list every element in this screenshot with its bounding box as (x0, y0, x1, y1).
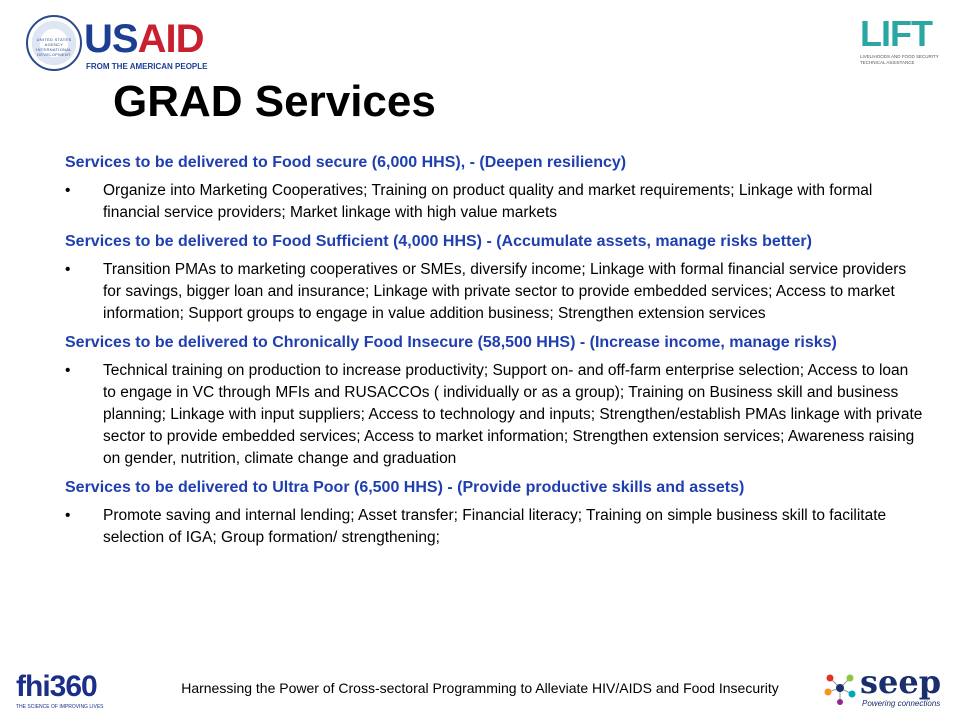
usaid-word-us: US (84, 17, 138, 61)
usaid-seal-text: UNITED STATES AGENCY INTERNATIONAL DEVELOPMENT (36, 37, 72, 57)
section-ultra-poor (65, 477, 925, 549)
slide-body (65, 152, 925, 556)
seep-wordmark: seep (860, 663, 942, 701)
fhi360-word-fhi: fhi (16, 670, 50, 703)
seep-network-icon (822, 670, 858, 706)
usaid-tagline: FROM THE AMERICAN PEOPLE (86, 62, 208, 71)
section-food-sufficient (65, 231, 925, 325)
slide-title: GRAD Services (113, 77, 436, 126)
section-chronically-food-insecure (65, 332, 925, 470)
section-food-secure (65, 152, 925, 224)
fhi360-word-num: 360 (49, 670, 97, 703)
lift-logo (860, 13, 940, 72)
fhi360-wordmark (16, 672, 97, 702)
footer-text: Harnessing the Power of Cross-sectoral Programming to Alleviate HIV/AIDS and Food Insecurity (181, 680, 779, 696)
seep-tagline: Powering connections (862, 699, 941, 708)
usaid-seal-icon (26, 15, 82, 71)
usaid-wordmark (84, 19, 203, 59)
seep-logo (822, 663, 942, 712)
bullet-item: • Promote saving and internal lending; Asset transfer; Financial literacy; Training on simple business skill to facilitate selection of IGA; Group formation/ strengthening; (65, 505, 925, 549)
section-heading: Services to be delivered to Food Sufficient (4,000 HHS) - (Accumulate assets, manage risks better) (65, 233, 812, 250)
bullet-item: • Transition PMAs to marketing cooperatives or SMEs, diversify income; Linkage with formal financial service providers for savings, bigger loan and insurance; Linkage with private sector to provide embedded services; Access to market information; Support groups to engage in value addition business; Strengthen extension services (65, 259, 925, 325)
usaid-word-aid: AID (137, 17, 204, 61)
section-heading: Services to be delivered to Food secure (6,000 HHS), - (Deepen resiliency) (65, 154, 627, 171)
lift-tagline: LIVELIHOODS AND FOOD SECURITY TECHNICAL ASSISTANCE (860, 54, 939, 65)
usaid-logo (26, 15, 211, 75)
fhi360-logo (16, 672, 121, 712)
section-heading: Services to be delivered to Ultra Poor (6,500 HHS) - (Provide productive skills and assets) (65, 479, 745, 496)
bullet-item: • Organize into Marketing Cooperatives; Training on product quality and market requirements; Linkage with formal financial service providers; Market linkage with high value markets (65, 180, 925, 224)
bullet-item: • Technical training on production to increase productivity; Support on- and off-farm enterprise selection; Access to loan to engage in VC through MFIs and RUSACCOs ( individually or as a group); Training on Business skill and business planning; Linkage with input suppliers; Access to technology and inputs; Strengthen/establish PMAs linkage with private sector to provide embedded services; Access to market information; Strengthen extension services; Awareness raising on gender, nutrition, climate change and graduation (65, 360, 925, 470)
section-heading: Services to be delivered to Chronically Food Insecure (58,500 HHS) - (Increase income, manage risks) (65, 334, 837, 351)
fhi360-tagline: THE SCIENCE OF IMPROVING LIVES (16, 704, 104, 710)
lift-wordmark: LIFT (860, 13, 932, 54)
